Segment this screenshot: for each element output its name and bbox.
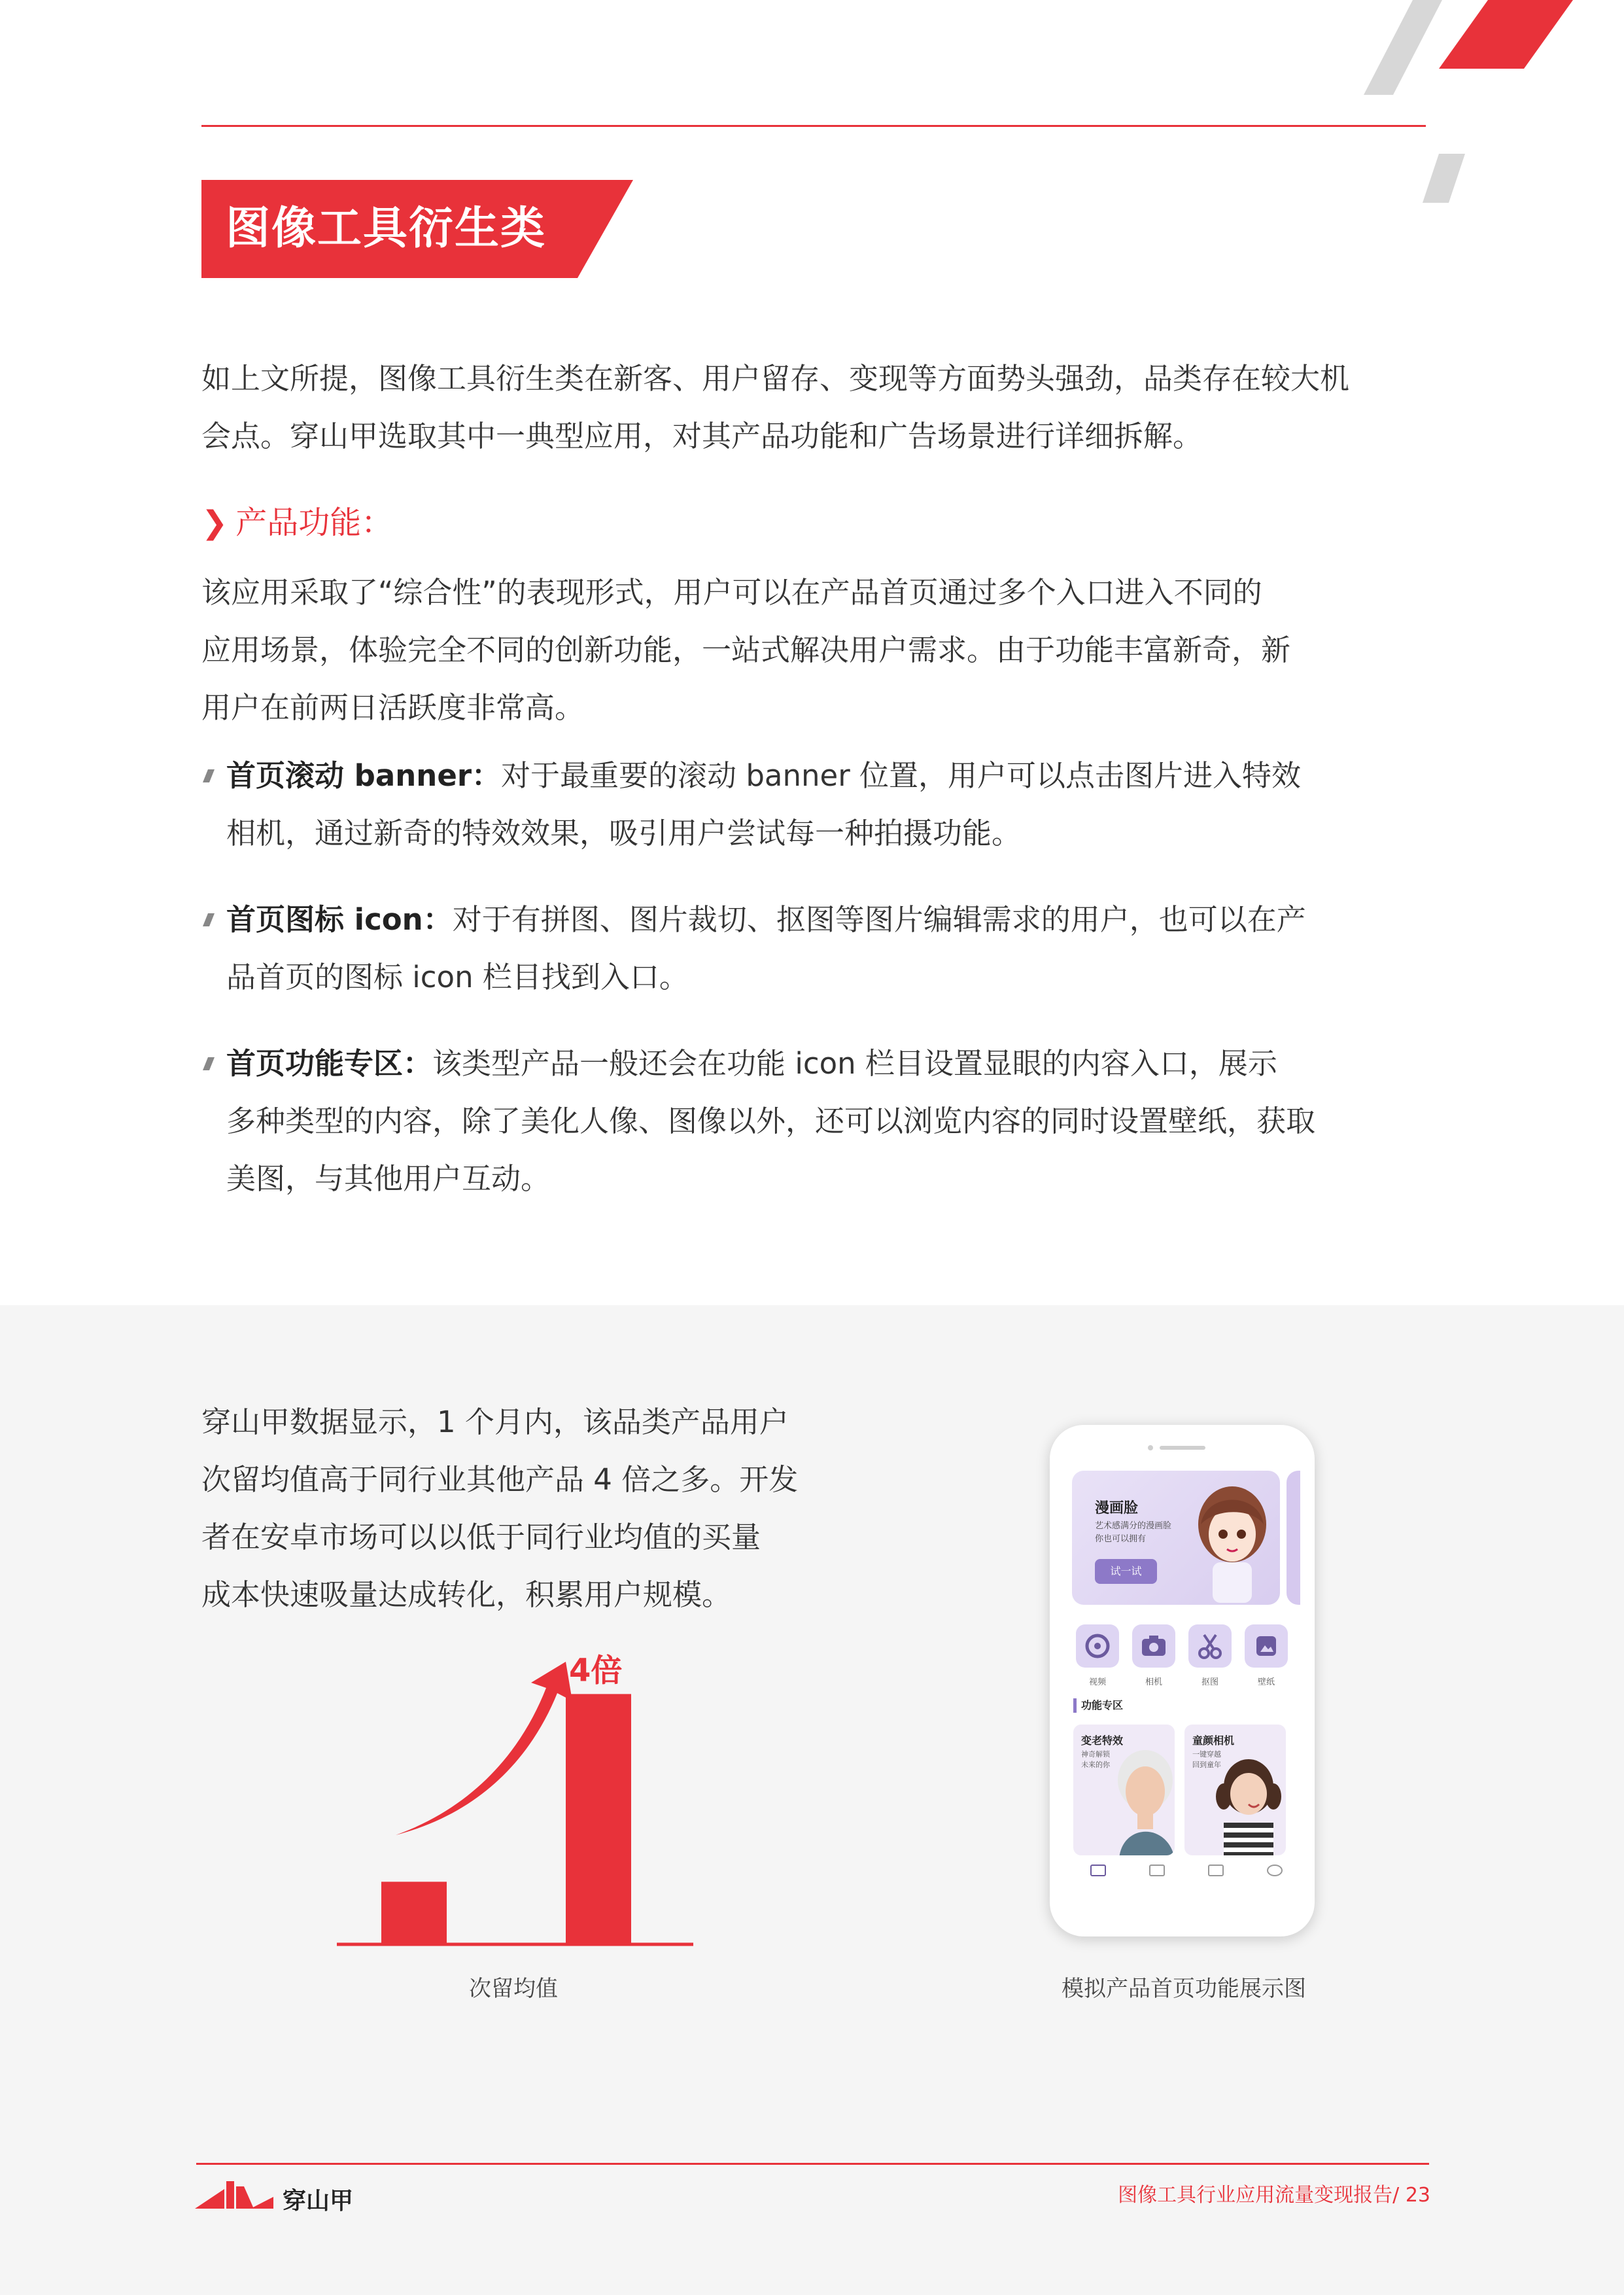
camera-icon[interactable] — [1132, 1624, 1175, 1668]
try-button[interactable]: 试一试 — [1095, 1559, 1157, 1584]
bullet-label: 首页滚动 banner： — [226, 758, 502, 793]
retention-bar-chart — [327, 1636, 719, 1976]
bullet-text: 相机，通过新奇的特效效果，吸引用户尝试每一种拍摄功能。 — [226, 816, 1022, 850]
intro-paragraph — [201, 350, 1431, 465]
scissors-icon[interactable] — [1188, 1624, 1232, 1668]
stats-line: 穿山甲数据显示，1 个月内，该品类产品用户 — [201, 1405, 789, 1439]
intro-line: 如上文所提，图像工具衍生类在新客、用户留存、变现等方面势头强劲，品类存在较大机 — [201, 361, 1350, 396]
bullet-text: 该类型产品一般还会在功能 icon 栏目设置显眼的内容入口，展示 — [432, 1046, 1277, 1081]
banner-subtitle-line: 艺术感满分的漫画脸 — [1095, 1521, 1172, 1531]
home-banner[interactable] — [1072, 1471, 1280, 1605]
phone-caption: 模拟产品首页功能展示图 — [1062, 1976, 1306, 2002]
subhead-label: 产品功能： — [235, 504, 393, 541]
growth-arrow-icon — [396, 1662, 572, 1835]
icon-label: 抠图 — [1201, 1677, 1218, 1687]
icon-label: 相机 — [1145, 1677, 1162, 1687]
bullet-text: 美图，与其他用户互动。 — [226, 1161, 551, 1196]
bar-annotation: 4倍 — [569, 1652, 623, 1689]
stats-line: 成本快速吸量达成转化，积累用户规模。 — [201, 1577, 732, 1612]
card-subtitle-line: 未来的你 — [1081, 1761, 1110, 1769]
icon-label: 视频 — [1088, 1677, 1106, 1687]
stats-paragraph — [201, 1393, 875, 1624]
header-divider — [201, 125, 1426, 127]
tab-profile-icon[interactable] — [1267, 1865, 1283, 1876]
bullet-slash-icon — [201, 763, 217, 789]
card-title: 变老特效 — [1081, 1734, 1124, 1747]
chart-caption: 次留均值 — [469, 1976, 558, 2002]
product-description — [201, 564, 1431, 737]
footer-brand: 穿山甲 — [283, 2188, 354, 2215]
footer-report-title: 图像工具行业应用流量变现报告/ 23 — [1118, 2184, 1430, 2207]
banner-title: 漫画脸 — [1095, 1500, 1139, 1516]
description-line: 该应用采取了“综合性”的表现形式，用户可以在产品首页通过多个入口进入不同的 — [201, 575, 1262, 610]
footer-divider — [196, 2163, 1429, 2165]
anime-girl-icon — [1186, 1479, 1278, 1603]
corner-stripes-decoration — [1334, 0, 1624, 209]
tab-create-icon[interactable] — [1149, 1865, 1165, 1876]
card-title: 童颜相机 — [1192, 1734, 1235, 1747]
phone-camera — [1148, 1445, 1153, 1450]
video-icon[interactable] — [1076, 1624, 1119, 1668]
description-line: 应用场景，体验完全不同的创新功能，一站式解决用户需求。由于功能丰富新奇，新 — [201, 633, 1291, 667]
phone-mockup — [1050, 1425, 1315, 1936]
chevron-right-icon: ❯ — [201, 504, 228, 541]
section-marker — [1073, 1698, 1077, 1713]
card-subtitle-line: 一键穿越 — [1192, 1750, 1221, 1759]
stats-line: 者在安卓市场可以以低于同行业均值的买量 — [201, 1520, 761, 1554]
description-line: 用户在前两日活跃度非常高。 — [201, 690, 585, 725]
bullet-banner — [201, 747, 1418, 862]
card-aging-effect[interactable] — [1073, 1725, 1175, 1855]
bar-category-product — [566, 1694, 631, 1944]
card-child-camera[interactable] — [1184, 1725, 1286, 1855]
card-subtitle-line: 回到童年 — [1192, 1761, 1221, 1769]
bullet-slash-icon — [201, 1051, 217, 1077]
card-subtitle-line: 神奇解锁 — [1081, 1750, 1110, 1759]
bullet-slash-icon — [201, 907, 217, 933]
elderly-woman-photo-icon — [1106, 1744, 1175, 1855]
section-title: 图像工具衍生类 — [226, 203, 547, 254]
banner-subtitle-line: 你也可以拥有 — [1095, 1534, 1147, 1544]
bullet-text: 对于最重要的滚动 banner 位置，用户可以点击图片进入特效 — [501, 758, 1302, 793]
banner-subtitle — [1095, 1520, 1171, 1546]
tab-home-icon[interactable] — [1090, 1865, 1106, 1876]
bar-industry-average — [381, 1882, 447, 1944]
feature-zone-title: 功能专区 — [1081, 1699, 1124, 1711]
product-feature-subhead — [201, 494, 392, 552]
child-photo-icon — [1211, 1751, 1286, 1855]
bullet-text: 多种类型的内容，除了美化人像、图像以外，还可以浏览内容的同时设置壁纸，获取 — [226, 1104, 1316, 1138]
bullet-text: 对于有拼图、图片裁切、抠图等图片编辑需求的用户，也可以在产 — [452, 902, 1306, 937]
stats-line: 次留均值高于同行业其他产品 4 倍之多。开发 — [201, 1462, 799, 1497]
next-banner-peek — [1287, 1471, 1300, 1605]
bullet-label: 首页功能专区： — [226, 1046, 433, 1081]
bullet-feature-zone — [201, 1035, 1418, 1208]
tab-gallery-icon[interactable] — [1208, 1865, 1224, 1876]
pangle-logo-icon — [195, 2177, 280, 2213]
phone-speaker — [1160, 1446, 1205, 1450]
bullet-label: 首页图标 icon： — [226, 902, 453, 937]
bullet-text: 品首页的图标 icon 栏目找到入口。 — [226, 960, 689, 994]
wallpaper-icon[interactable] — [1245, 1624, 1288, 1668]
intro-line: 会点。穿山甲选取其中一典型应用，对其产品功能和广告场景进行详细拆解。 — [201, 419, 1203, 453]
phone-screen — [1064, 1464, 1300, 1889]
icon-label: 壁纸 — [1257, 1677, 1275, 1687]
bullet-icon — [201, 891, 1418, 1006]
